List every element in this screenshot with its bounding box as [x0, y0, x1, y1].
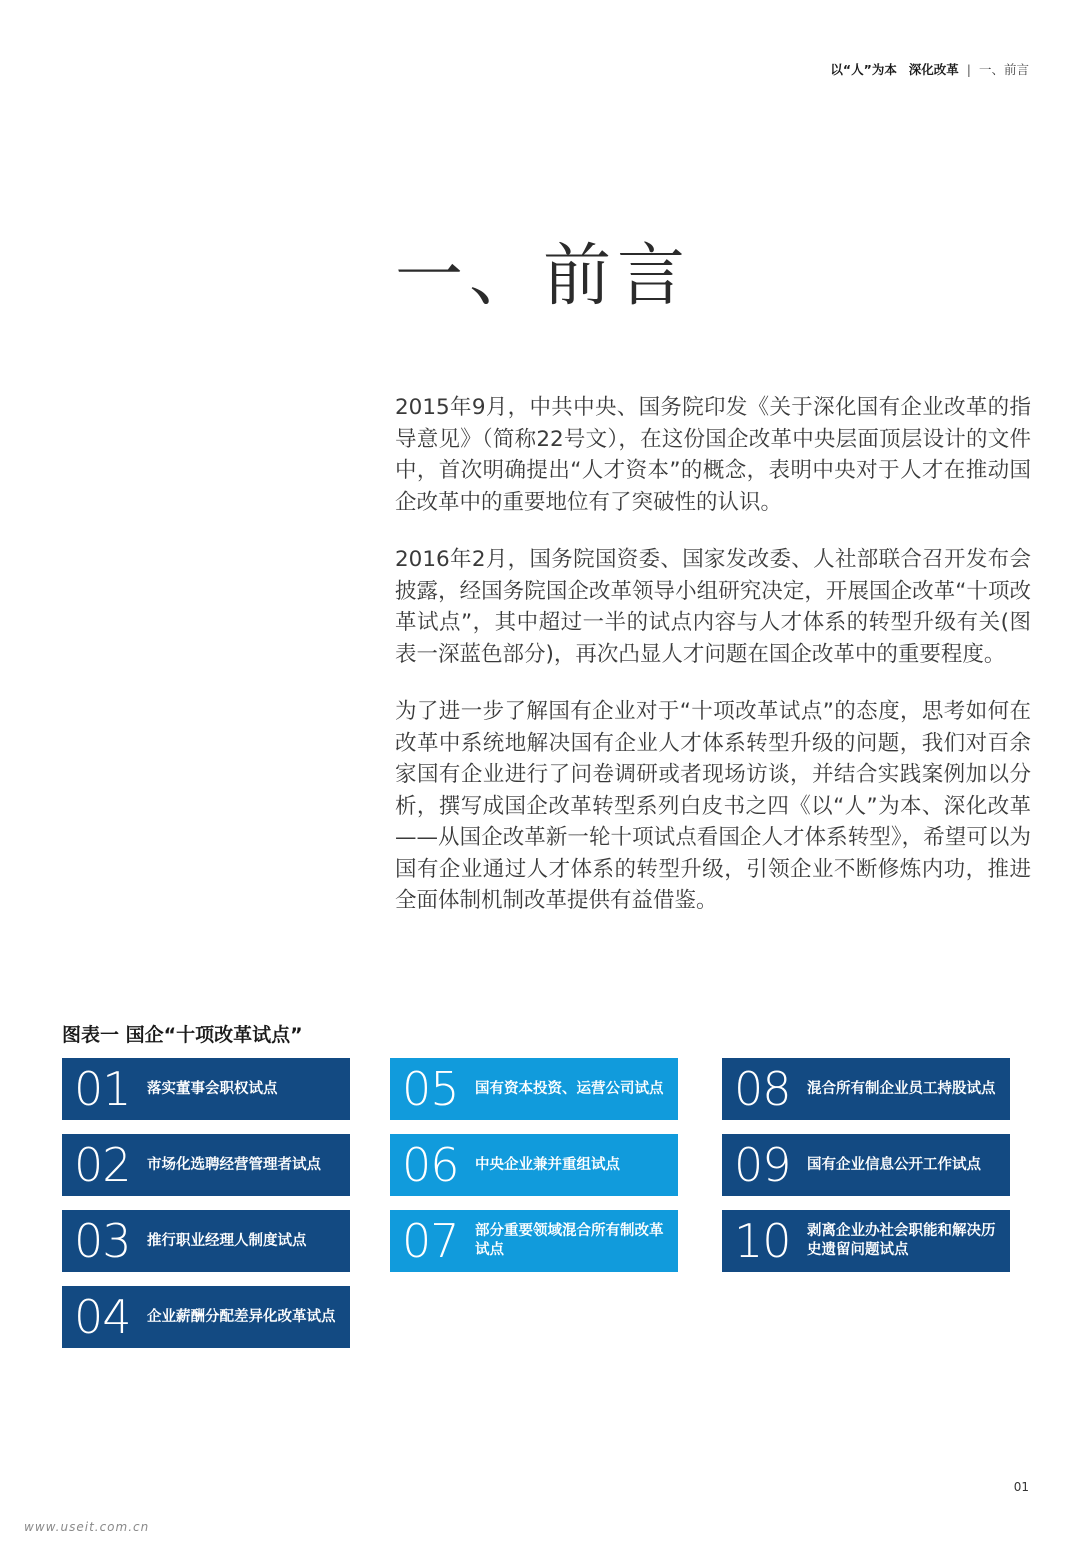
pilot-number: 06	[402, 1138, 459, 1192]
pilot-label: 剥离企业办社会职能和解决历史遗留问题试点	[807, 1223, 996, 1258]
pilot-tile-09	[722, 1134, 1010, 1196]
paragraph-1: 2015年9月，中共中央、国务院印发《关于深化国有企业改革的指导意见》（简称22号文），在这份国企改革中央层面顶层设计的文件中，首次明确提出“人才资本”的概念，表明中央对于人才在推动国企改革中的重要地位有了突破性的认识。	[395, 395, 1031, 515]
pilot-tile-08	[722, 1058, 1010, 1120]
pilot-tile-03	[62, 1210, 350, 1272]
pilot-number: 07	[402, 1214, 459, 1268]
paragraph-2: 2016年2月，国务院国资委、国家发改委、人社部联合召开发布会披露，经国务院国企改革领导小组研究决定，开展国企改革“十项改革试点”，其中超过一半的试点内容与人才体系的转型升级有关(图表一深蓝色部分)，再次凸显人才问题在国企改革中的重要程度。	[395, 547, 1031, 667]
pilot-label: 落实董事会职权试点	[147, 1080, 278, 1097]
pilot-tile-01	[62, 1058, 350, 1120]
header-divider: |	[966, 62, 971, 77]
pilot-number: 08	[734, 1062, 791, 1116]
intro-body	[395, 392, 1031, 943]
page-number: 01	[1013, 1480, 1029, 1494]
running-header	[830, 60, 1029, 78]
pilot-label: 企业薪酬分配差异化改革试点	[147, 1308, 336, 1325]
pilot-tile-07	[390, 1210, 678, 1272]
pilot-tile-10	[722, 1210, 1010, 1272]
pilot-label: 中央企业兼并重组试点	[475, 1156, 620, 1173]
pilot-tile-04	[62, 1286, 350, 1348]
pilot-number: 10	[734, 1214, 791, 1268]
pilot-number: 02	[74, 1138, 131, 1192]
header-left: 以“人”为本	[830, 62, 897, 77]
header-middle: 深化改革	[908, 62, 959, 77]
pilot-label: 市场化选聘经营管理者试点	[147, 1156, 321, 1173]
header-right: 一、前言	[978, 62, 1029, 77]
paragraph-3: 为了进一步了解国有企业对于“十项改革试点”的态度，思考如何在改革中系统地解决国有企业人才体系转型升级的问题，我们对百余家国有企业进行了问卷调研或者现场访谈，并结合实践案例加以分析，撰写成国企改革转型系列白皮书之四《以“人”为本、深化改革——从国企改革新一轮十项试点看国企人才体系转型》，希望可以为国有企业通过人才体系的转型升级，引领企业不断修炼内功，推进全面体制机制改革提供有益借鉴。	[395, 699, 1031, 913]
pilot-label: 国有企业信息公开工作试点	[807, 1156, 981, 1173]
pilot-number: 09	[734, 1138, 791, 1192]
figure-title: 图表一 国企“十项改革试点”	[62, 1024, 303, 1046]
pilot-number: 05	[402, 1062, 459, 1116]
pilot-tile-05	[390, 1058, 678, 1120]
pilot-number: 03	[74, 1214, 131, 1268]
pilot-label: 混合所有制企业员工持股试点	[807, 1080, 996, 1097]
pilot-label: 部分重要领域混合所有制改革试点	[475, 1223, 664, 1258]
pilot-tile-06	[390, 1134, 678, 1196]
pilot-label: 国有资本投资、运营公司试点	[475, 1080, 664, 1097]
pilot-number: 01	[74, 1062, 131, 1116]
pilot-number: 04	[74, 1290, 131, 1344]
watermark: www.useit.com.cn	[24, 1520, 150, 1534]
pilot-label: 推行职业经理人制度试点	[147, 1232, 307, 1249]
pilot-tile-02	[62, 1134, 350, 1196]
page-title: 一、前言	[395, 237, 692, 316]
